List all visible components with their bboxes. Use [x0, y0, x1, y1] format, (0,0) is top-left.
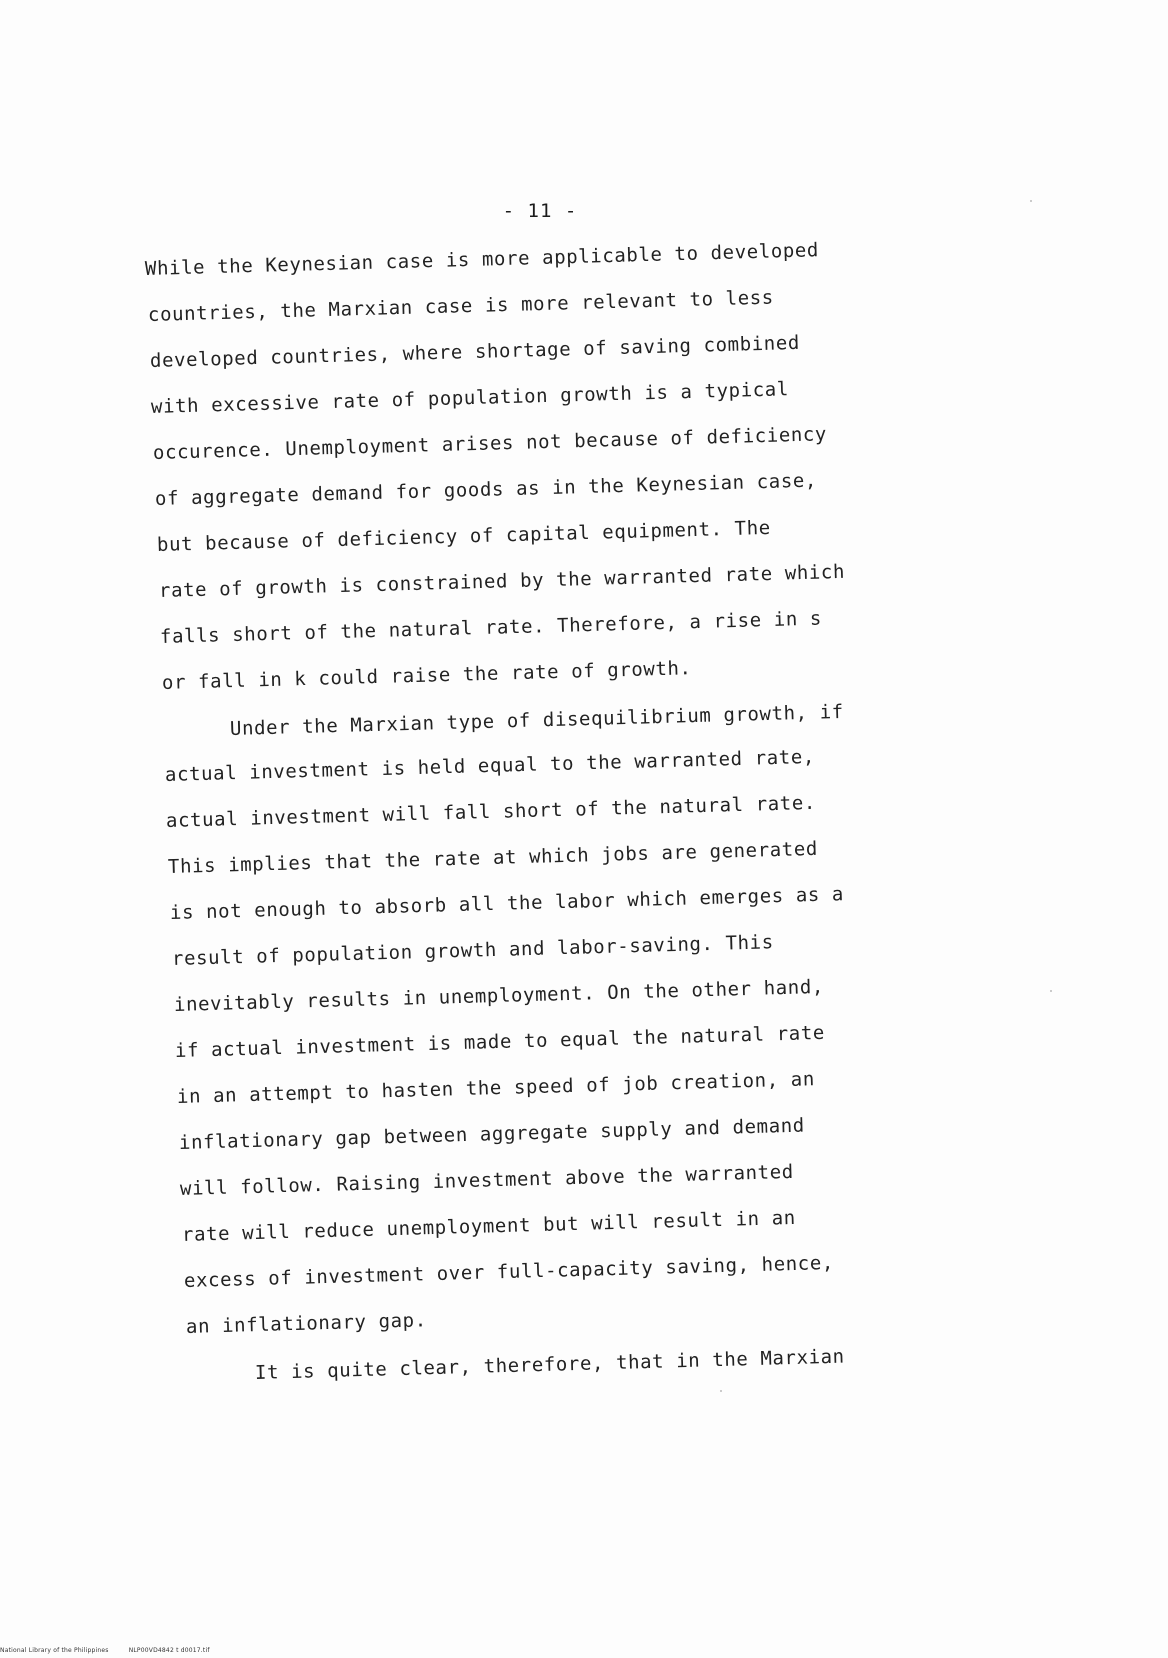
scan-footer: [0, 1647, 228, 1654]
text-line: It is quite clear, therefore, that in the Marxian: [254, 1345, 845, 1384]
text-line: actual investment will fall short of the natural rate.: [165, 791, 817, 832]
scan-speck: [1030, 200, 1032, 202]
text-line: if actual investment is made to equal the natural rate: [174, 1021, 826, 1062]
text-line: inevitably results in unemployment. On the other hand,: [173, 975, 825, 1016]
text-line: an inflationary gap.: [185, 1309, 427, 1338]
text-line: of aggregate demand for goods as in the Keynesian case,: [154, 469, 818, 510]
text-line: will follow. Raising investment above the warranted: [179, 1160, 795, 1200]
text-line: Under the Marxian type of disequilibrium growth, if: [229, 700, 845, 740]
page-number: - 11 -: [502, 200, 578, 222]
text-line: but because of deficiency of capital equipment. The: [156, 516, 772, 556]
text-line: falls short of the natural rate. Therefore, a rise in s: [159, 607, 823, 648]
text-line: with excessive rate of population growth is a typical: [150, 378, 790, 418]
text-line: rate will reduce unemployment but will result in an: [181, 1206, 797, 1246]
text-line: countries, the Marxian case is more relevant to less: [147, 286, 775, 326]
scan-speck: [1050, 990, 1052, 992]
footer-library-name: National Library of the Philippines: [0, 1647, 109, 1654]
footer-file-id: NLP00VD4842 t d0017.tif: [128, 1647, 210, 1654]
text-line: is not enough to absorb all the labor which emerges as a: [169, 883, 845, 924]
text-line: developed countries, where shortage of saving combined: [149, 331, 801, 372]
text-line: result of population growth and labor-saving. This: [171, 931, 775, 970]
text-line: While the Keynesian case is more applicable to developed: [144, 239, 820, 280]
text-line: This implies that the rate at which jobs are generated: [167, 837, 819, 878]
text-line: rate of growth is constrained by the warranted rate which: [158, 560, 846, 602]
text-line: in an attempt to hasten the speed of job creation, an: [176, 1068, 816, 1108]
text-line: inflationary gap between aggregate supply and demand: [178, 1114, 806, 1154]
text-line: or fall in k could raise the rate of growth.: [161, 657, 692, 694]
scan-speck: [720, 1390, 722, 1392]
text-line: excess of investment over full-capacity saving, hence,: [183, 1251, 835, 1292]
text-line: actual investment is held equal to the warranted rate,: [164, 745, 816, 786]
text-line: occurence. Unemployment arises not because of deficiency: [152, 423, 828, 464]
